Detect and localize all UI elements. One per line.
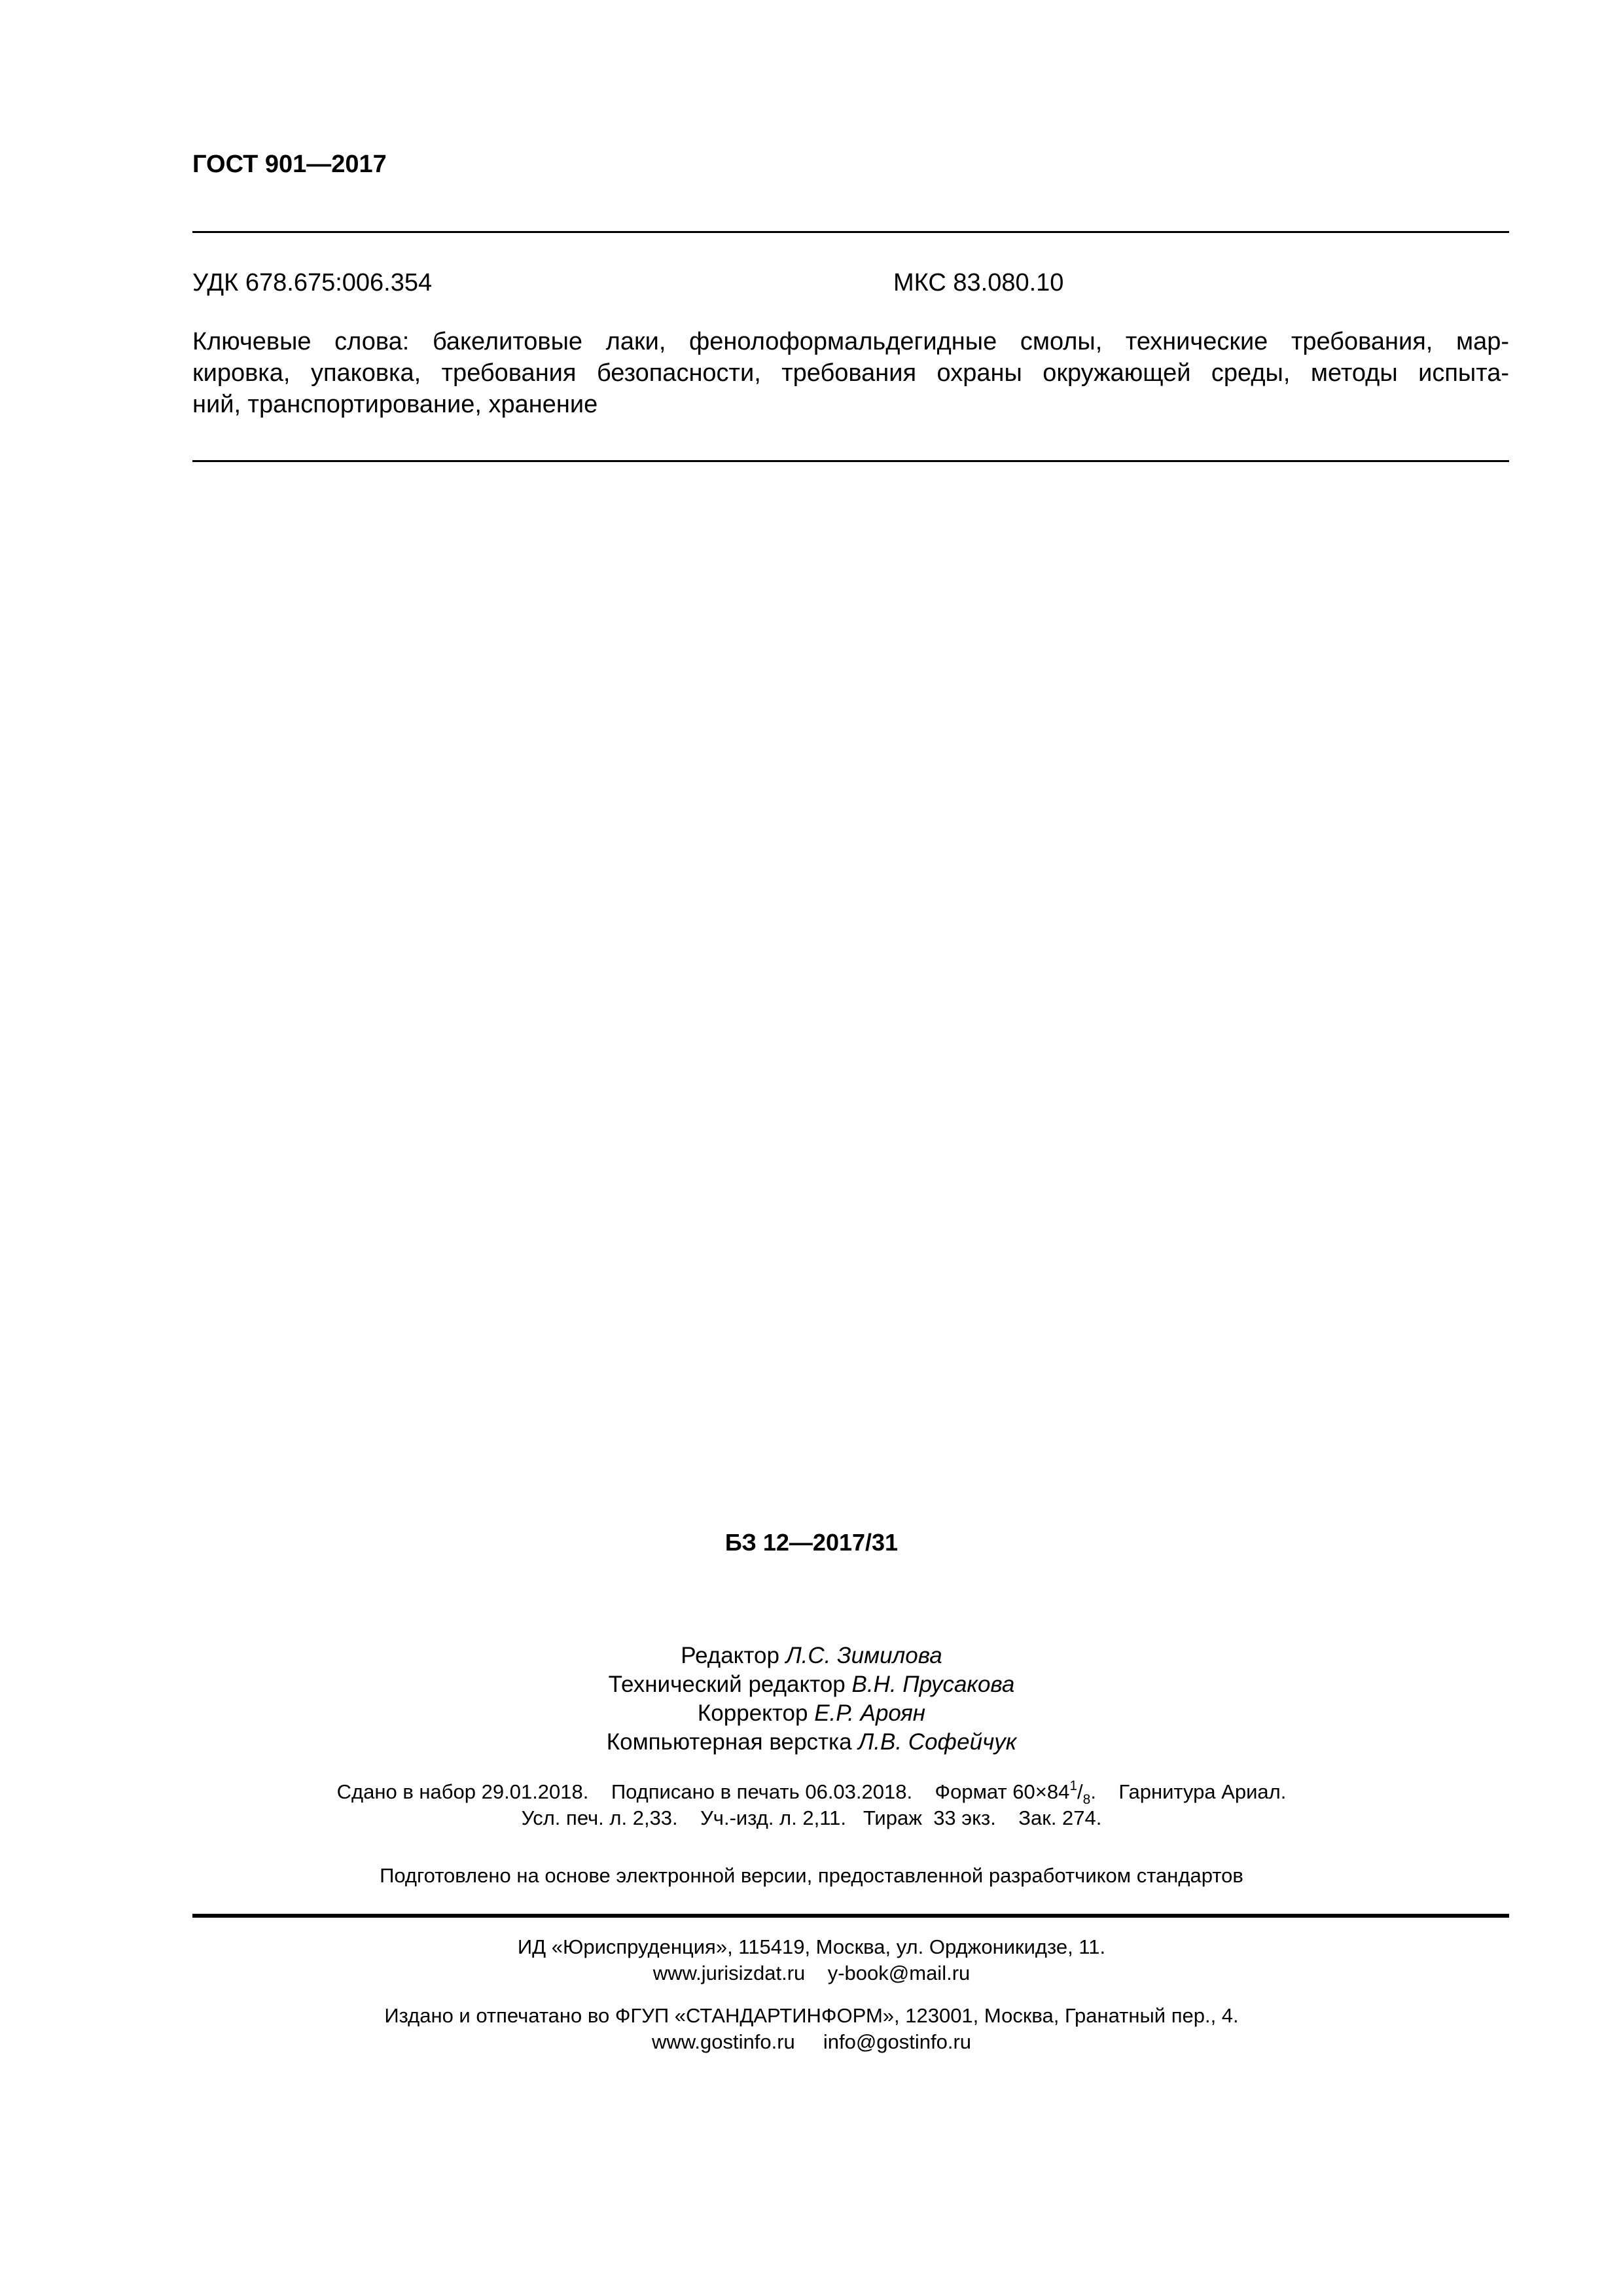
- print-info-text: . Гарнитура Ариал.: [1090, 1780, 1287, 1803]
- publisher-address: ИД «Юриспруденция», 115419, Москва, ул. Орджоникидзе, 11.: [517, 1935, 1106, 1958]
- publisher-block: [0, 1934, 1623, 1986]
- credit-role: Компьютерная верстка: [606, 1729, 852, 1755]
- keywords-line: ний, транспортирование, хранение: [192, 391, 598, 418]
- keywords-line: Ключевые слова: бакелитовые лаки, фенолоформальдегидные смолы, технические требования, мар-: [192, 328, 1509, 355]
- keywords-line: кировка, упаковка, требования безопасности, требования охраны окружающей среды, методы испыта-: [192, 359, 1509, 387]
- credit-technical-editor: [0, 1670, 1623, 1699]
- credit-role: Редактор: [681, 1643, 779, 1668]
- print-info-line-2: Усл. печ. л. 2,33. Уч.-изд. л. 2,11. Тираж 33 экз. Зак. 274.: [521, 1806, 1102, 1829]
- credits-block: [0, 1641, 1623, 1757]
- printer-contacts: www.gostinfo.ru info@gostinfo.ru: [651, 2030, 972, 2053]
- credit-name: Л.В. Софейчук: [858, 1729, 1017, 1755]
- keywords-paragraph: [192, 326, 1509, 420]
- mks-code: МКС 83.080.10: [893, 269, 1064, 296]
- document-header-title: ГОСТ 901—2017: [192, 151, 387, 178]
- format-superscript: 1: [1069, 1778, 1078, 1793]
- credit-editor: [0, 1641, 1623, 1670]
- credit-layout: [0, 1728, 1623, 1757]
- publisher-contacts: www.jurisizdat.ru y-book@mail.ru: [652, 1962, 971, 1984]
- print-info-line-1: [0, 1779, 1623, 1805]
- credit-proofreader: [0, 1699, 1623, 1728]
- credit-name: В.Н. Прусакова: [851, 1672, 1015, 1697]
- credit-role: Корректор: [697, 1700, 808, 1726]
- credit-role: Технический редактор: [608, 1672, 846, 1697]
- format-slash: /: [1077, 1780, 1083, 1803]
- print-info-block: [0, 1779, 1623, 1831]
- credit-name: Л.С. Зимилова: [785, 1643, 942, 1668]
- keywords-divider: [192, 460, 1509, 462]
- format-subscript: 8: [1082, 1792, 1091, 1807]
- udk-code: УДК 678.675:006.354: [192, 269, 433, 296]
- printer-block: [0, 2003, 1623, 2055]
- bz-number: БЗ 12—2017/31: [724, 1529, 899, 1556]
- top-divider: [192, 231, 1509, 233]
- printer-address: Издано и отпечатано во ФГУП «СТАНДАРТИНФОРМ», 123001, Москва, Гранатный пер., 4.: [384, 2004, 1239, 2027]
- imprint-divider: [192, 1914, 1509, 1918]
- credit-name: Е.Р. Ароян: [814, 1700, 926, 1726]
- print-info-text: Сдано в набор 29.01.2018. Подписано в печать 06.03.2018. Формат 60×84: [336, 1780, 1070, 1803]
- prepared-note: Подготовлено на основе электронной версии, предоставленной разработчиком стандартов: [380, 1864, 1243, 1887]
